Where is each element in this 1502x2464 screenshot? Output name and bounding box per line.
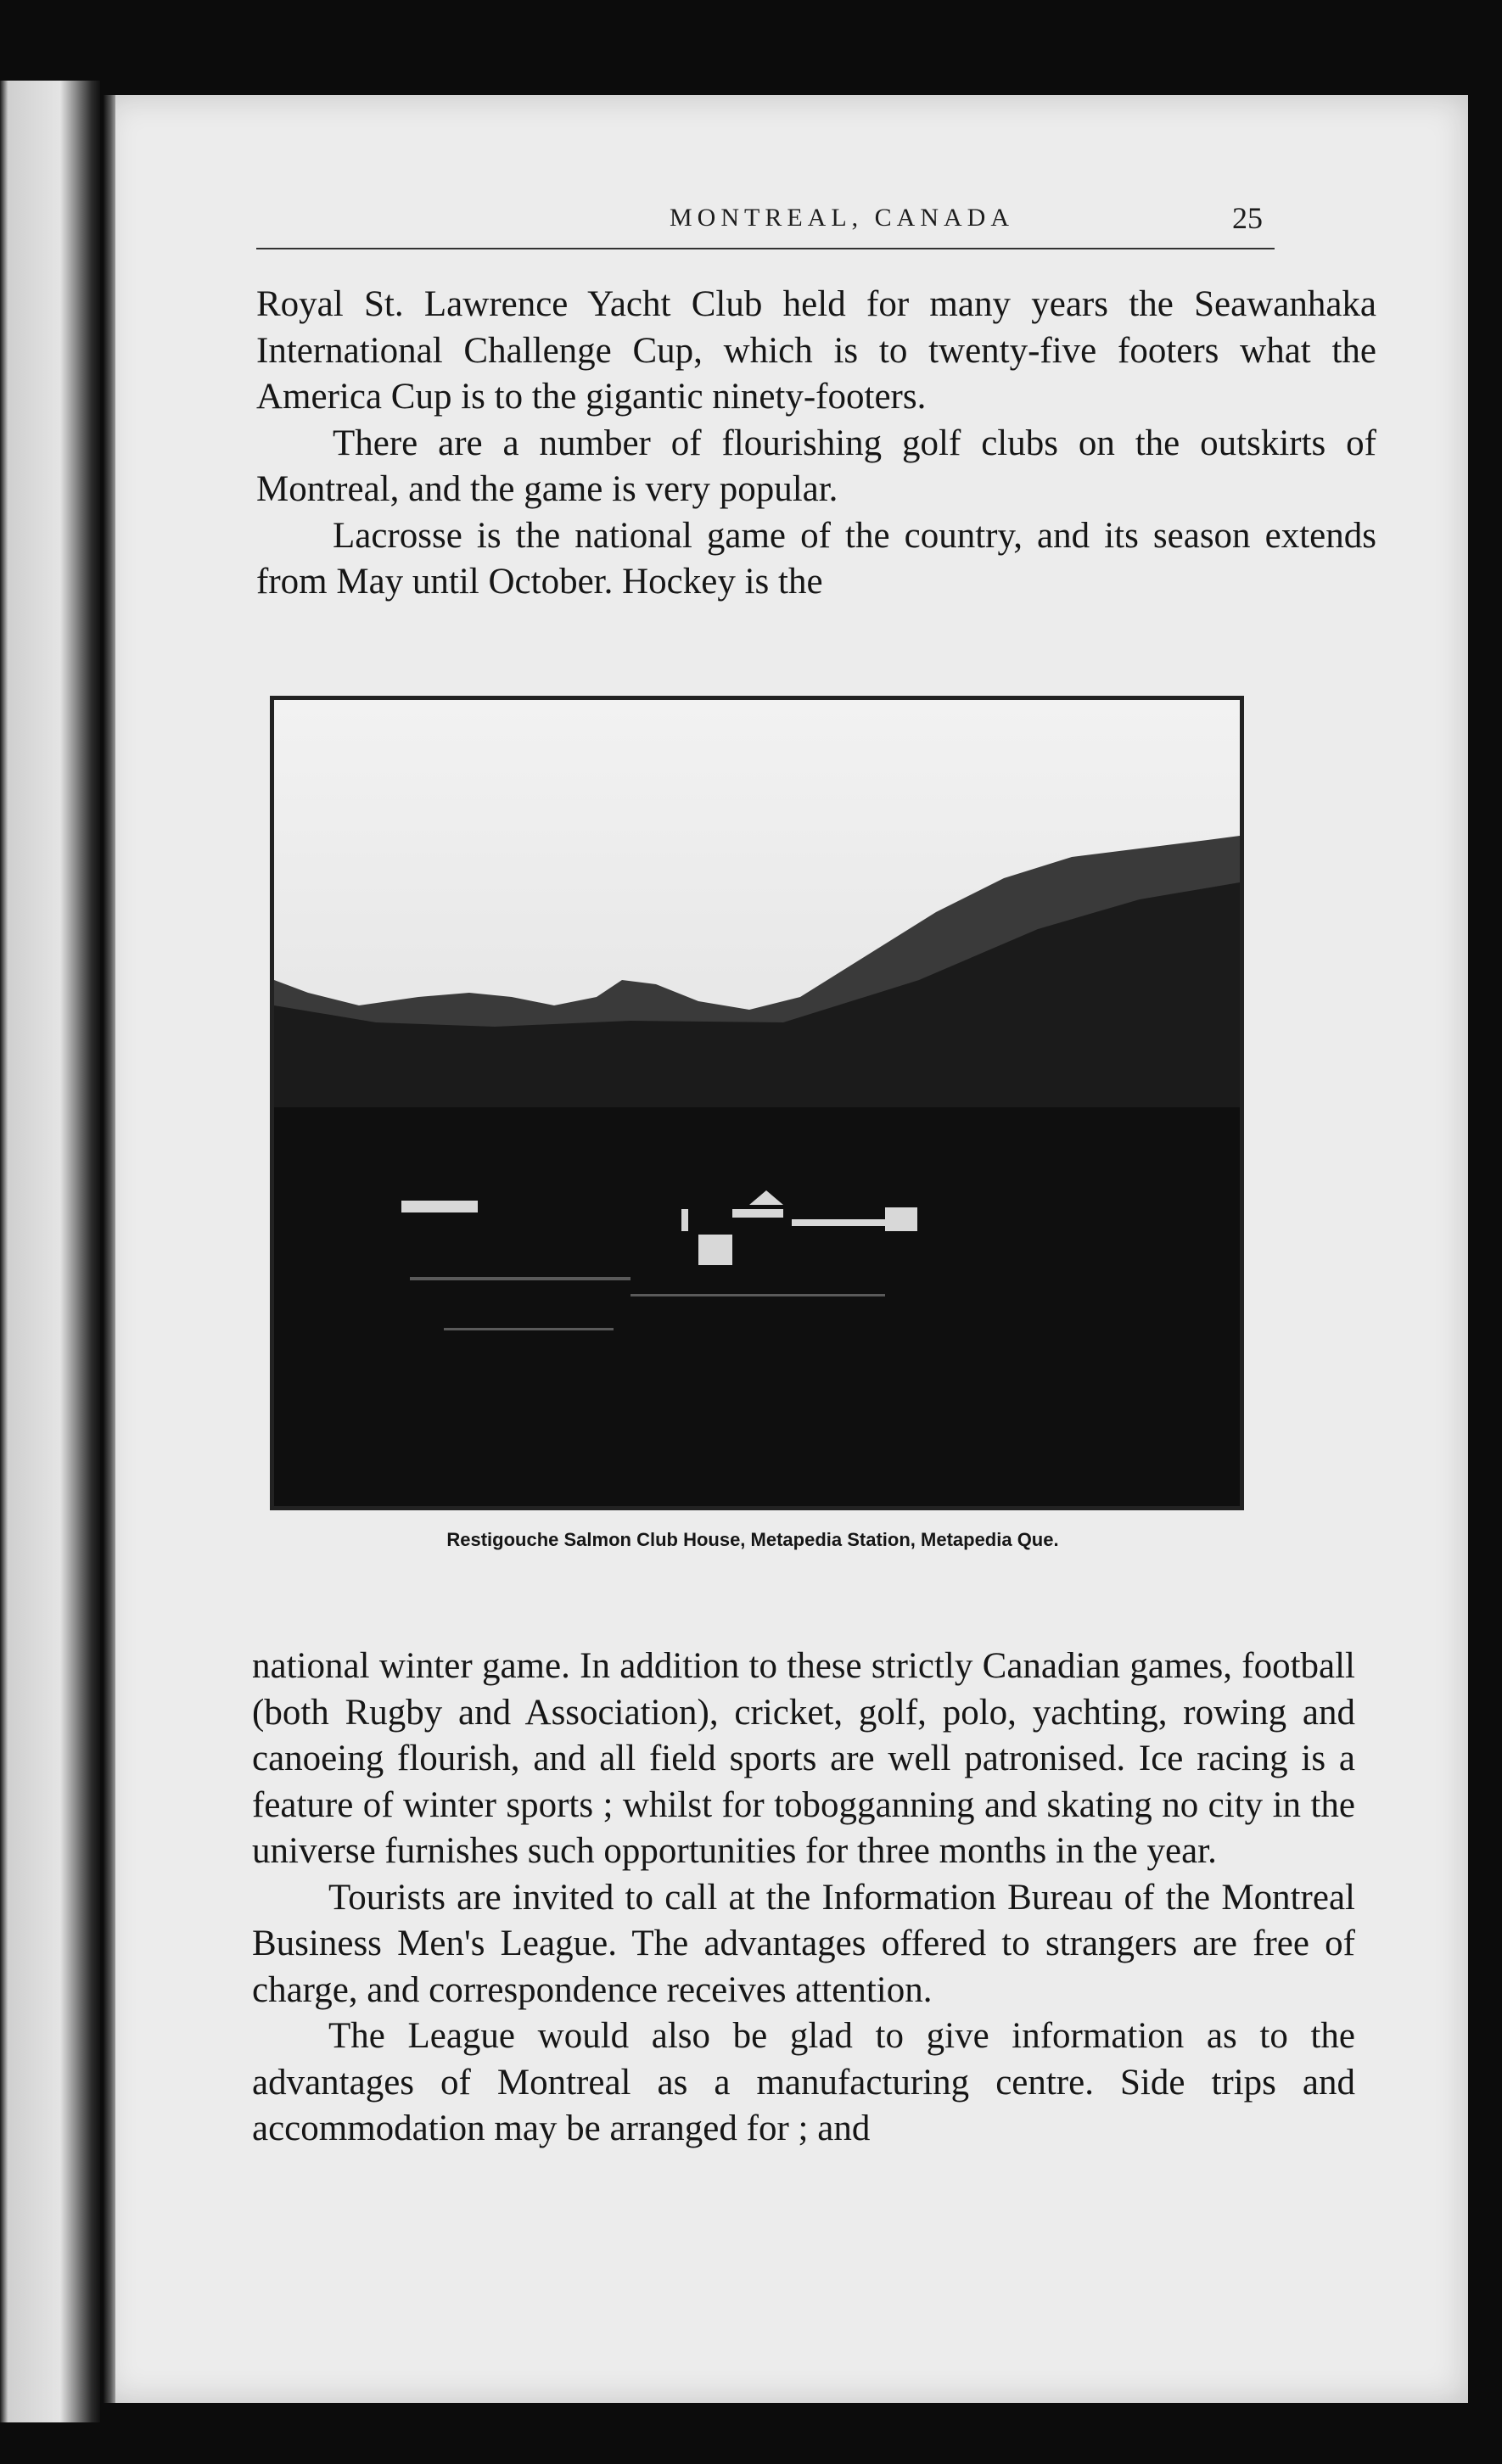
figure-caption: Restigouche Salmon Club House, Metapedia Station, Metapedia Que. xyxy=(446,1529,1059,1550)
paragraph-winter-sports: national winter game. In addition to these strictly Canadian games, football (both Rugby and Association), cricket, golf, polo, yachting, rowing and canoeing flourish, and all field sports are well patronised. Ice racing is a feature of winter sports ; whilst for tobogganning and skating no city in the universe furnishes such opportunities for three months in the year. xyxy=(252,1646,1355,1871)
page-binding xyxy=(104,95,115,2403)
paragraph-golf: There are a number of flourishing golf clubs on the outskirts of Montreal, and the game is very popular. xyxy=(256,423,1376,509)
paragraph-league: The League would also be glad to give information as to the advantages of Montreal as a manufacturing centre. Side trips and accommodation may be arranged for ; and xyxy=(252,2016,1355,2148)
running-head: MONTREAL, CANADA xyxy=(670,204,1014,232)
paragraph-yacht-club: Royal St. Lawrence Yacht Club held for many years the Seawanhaka International Challenge Cup, which is to twenty-five footers what the America Cup is to the gigantic ninety-footers. xyxy=(256,284,1376,417)
paragraph-tourists: Tourists are invited to call at the Information Bureau of the Montreal Business Men's League. The advantages offered to strangers are free of charge, and correspondence receives attention. xyxy=(252,1877,1355,2010)
top-text-block xyxy=(256,282,1376,606)
book-page xyxy=(104,95,1468,2403)
adjacent-page-edge xyxy=(0,81,100,2422)
bottom-text-block xyxy=(252,1644,1355,2153)
photo-valley xyxy=(274,1107,1240,1506)
landscape-photo xyxy=(274,700,1240,1506)
page-number: 25 xyxy=(1232,201,1263,235)
header-rule xyxy=(256,248,1275,249)
paragraph-lacrosse: Lacrosse is the national game of the country, and its season extends from May until October. Hockey is the xyxy=(256,515,1376,602)
photograph xyxy=(270,696,1244,1510)
